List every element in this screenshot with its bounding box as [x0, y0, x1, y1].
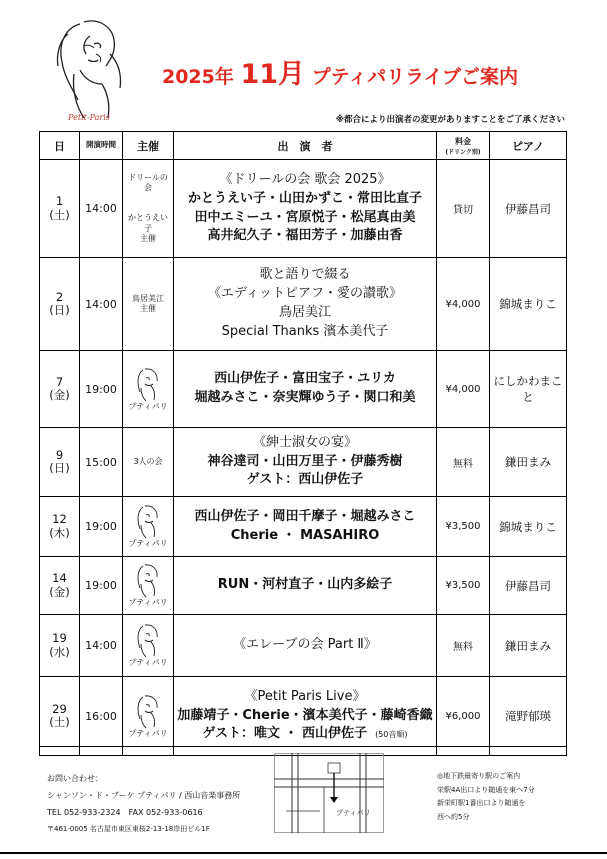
table-row: [40, 677, 567, 756]
time-cell: 19:00: [80, 351, 123, 428]
performer-line: かとうえい子・山田かずこ・常田比直子: [187, 190, 422, 206]
host-cell: [123, 615, 174, 677]
performer-line: 《エレーブの会 Part Ⅱ》: [233, 637, 377, 653]
petit-paris-mini-logo: [133, 562, 163, 598]
petit-paris-mini-logo: [133, 622, 163, 658]
change-notice: ※都合により出演者の変更がありますことをご了承ください: [335, 115, 565, 125]
performer-line: 鳥居美江: [278, 305, 331, 320]
host-label: プティパリ: [128, 658, 168, 668]
fee-cell: 貸切: [437, 160, 490, 258]
performer-line: Special Thanks 濱本美代子: [221, 323, 389, 339]
piano-cell: 錦城まりこ: [490, 258, 567, 351]
host-name: 3人の会: [133, 456, 163, 466]
piano-cell: 伊藤昌司: [490, 557, 567, 615]
date-cell: [40, 428, 80, 497]
host-name: かとうえい子: [128, 213, 168, 233]
title-suffix: プティパリライブご案内: [305, 66, 519, 88]
piano-cell: にしかわまこと: [490, 351, 567, 428]
piano-cell: 滝野郁瑛: [490, 677, 567, 756]
host-cell: [123, 258, 174, 351]
date-number: 9: [55, 447, 64, 462]
access-map: [274, 753, 384, 833]
access-line: 栄駅4A出口より鎚通を東へ7分: [437, 785, 535, 794]
performers-cell: [174, 351, 437, 428]
table-row: [40, 557, 567, 615]
host-label: 主催: [140, 304, 156, 313]
table-row: [40, 351, 567, 428]
performers-cell: [174, 428, 437, 497]
host-label: プティパリ: [128, 401, 168, 411]
time-cell: 14:00: [80, 160, 123, 258]
performer-line: 《Petit Paris Live》: [244, 688, 366, 704]
piano-cell: 伊藤昌司: [490, 160, 567, 258]
weekday: (日): [49, 461, 70, 475]
petit-paris-logo: [50, 14, 132, 126]
table-row: [40, 258, 567, 351]
header-performers: 出 演 者: [174, 132, 437, 160]
performer-line: 《エディットピアフ・愛の讃歌》: [208, 286, 402, 302]
schedule-table: [39, 131, 567, 756]
date-cell: [40, 677, 80, 756]
performer-line: 高井紀久子・福田芳子・加藤由香: [207, 228, 403, 244]
access-line: 新栄町駅1番出口より鎚通を: [437, 799, 526, 807]
time-cell: 19:00: [80, 557, 123, 615]
performers-cell: [174, 258, 437, 351]
date-number: 2: [55, 289, 64, 304]
table-row: [40, 497, 567, 557]
host-label: プティパリ: [128, 598, 168, 608]
date-cell: [40, 258, 80, 351]
host-label: プティパリ: [128, 539, 168, 549]
performer-line: Cherie ・ MASAHIRO: [230, 527, 380, 543]
host-cell: [123, 497, 174, 557]
performer-line: 堀越みさこ・奈実輝ゆう子・関口和美: [194, 390, 416, 405]
weekday: (土): [49, 207, 70, 222]
performer-line: ゲスト：西山伊佐子: [246, 472, 364, 488]
performers-cell: [174, 497, 437, 557]
date-cell: [40, 160, 80, 258]
weekday: (水): [49, 644, 70, 659]
date-cell: [40, 497, 80, 557]
title-month: 11月: [240, 59, 306, 90]
table-row: [40, 428, 567, 497]
time-cell: 16:00: [80, 677, 123, 756]
title-year: 2025年: [161, 66, 241, 88]
header-fee: [437, 132, 490, 160]
performer-line: 西山伊佐子・富田宝子・ユリカ: [214, 371, 396, 387]
header-fee-note: (ドリンク別): [445, 148, 481, 156]
piano-cell: 鎌田まみ: [490, 428, 567, 497]
performers-cell: [174, 557, 437, 615]
header-fee-label: 料金: [455, 136, 471, 146]
fee-cell: 無料: [437, 428, 490, 497]
table-header-row: [40, 132, 567, 160]
petit-paris-mini-logo: [133, 366, 163, 402]
phone-fax: TEL 052-933-2324 FAX 052-933-0616: [47, 808, 203, 817]
host-cell: [123, 557, 174, 615]
time-cell: 19:00: [80, 497, 123, 557]
date-cell: [40, 557, 80, 615]
address: 〒461-0005 名古屋市東区東桜2-13-18岸田ビル1F: [47, 825, 210, 833]
performer-line: 歌と語りで綴る: [259, 267, 351, 283]
date-number: 14: [52, 571, 67, 586]
header-day: 日: [40, 132, 80, 160]
fee-cell: ¥4,000: [437, 351, 490, 428]
table-row: [40, 615, 567, 677]
date-cell: [40, 351, 80, 428]
time-cell: 14:00: [80, 258, 123, 351]
weekday: (金): [49, 388, 70, 402]
performer-line: 《ドリールの会 歌会 2025》: [219, 171, 391, 187]
date-cell: [40, 615, 80, 677]
weekday: (日): [49, 303, 70, 317]
org-name: シャンソン・ド・ブーケ プティパリ / 西山音楽事務所: [47, 791, 241, 800]
page-title: [140, 52, 540, 91]
contact-info: [47, 770, 240, 838]
date-number: 1: [55, 194, 64, 209]
host-cell: [123, 677, 174, 756]
fee-cell: ¥6,000: [437, 677, 490, 756]
fee-cell: ¥3,500: [437, 497, 490, 557]
header-host: 主催: [123, 132, 174, 160]
date-number: 12: [52, 512, 67, 527]
host-cell: [123, 351, 174, 428]
performers-cell: [174, 677, 437, 756]
performers-cell: [174, 615, 437, 677]
host-cell: [123, 428, 174, 497]
performer-line: 神谷達司・山田万里子・伊藤秀樹: [207, 453, 403, 469]
logo-text: Petit-Paris: [68, 113, 110, 122]
map-label: プティパリ: [336, 809, 371, 817]
performer-line: [174, 725, 436, 744]
page-bottom-rule: [0, 852, 607, 854]
performer-line: RUN・河村直子・山内多絵子: [217, 577, 393, 593]
fee-cell: 無料: [437, 615, 490, 677]
header-time: 開演時間: [80, 132, 123, 160]
host-label: プティパリ: [128, 728, 168, 738]
access-title: ◎地下鉄最寄り駅のご案内: [437, 772, 521, 780]
contact-label: お問い合わせ：: [47, 774, 103, 783]
footer-divider: [39, 746, 566, 747]
fee-cell: ¥3,500: [437, 557, 490, 615]
piano-cell: 錦城まりこ: [490, 497, 567, 557]
header-piano: ピアノ: [490, 132, 567, 160]
fee-cell: ¥4,000: [437, 258, 490, 351]
performer-line: 加藤靖子・Cherie・濱本美代子・藤崎香織: [177, 707, 433, 723]
weekday: (金): [49, 584, 70, 599]
access-line: 西へ約5分: [437, 812, 470, 821]
table-row: [40, 160, 567, 258]
weekday: (木): [49, 525, 70, 540]
host-cell: [123, 160, 174, 258]
time-cell: 14:00: [80, 615, 123, 677]
date-number: 29: [52, 701, 67, 716]
petit-paris-mini-logo: [133, 503, 163, 539]
performer-line: 田中エミーユ・宮原悦子・松尾真由美: [194, 209, 416, 225]
performer-line: 《紳士淑女の宴》: [252, 434, 357, 450]
access-info: [437, 770, 535, 824]
host-label: 主催: [140, 234, 156, 244]
host-name: 鳥居美江: [132, 293, 164, 303]
weekday: (土): [49, 715, 70, 729]
performers-cell: [174, 160, 437, 258]
performer-line: 西山伊佐子・岡田千摩子・堀越みさこ: [194, 508, 416, 524]
time-cell: 15:00: [80, 428, 123, 497]
order-note: (50音順): [375, 730, 408, 740]
host-name: ドリールの会: [128, 172, 168, 192]
petit-paris-mini-logo: [133, 693, 163, 729]
date-number: 19: [52, 631, 67, 646]
performer-guest: ゲスト：唯文 ・ 西山伊佐子: [202, 726, 368, 742]
piano-cell: 鎌田まみ: [490, 615, 567, 677]
date-number: 7: [55, 374, 64, 389]
